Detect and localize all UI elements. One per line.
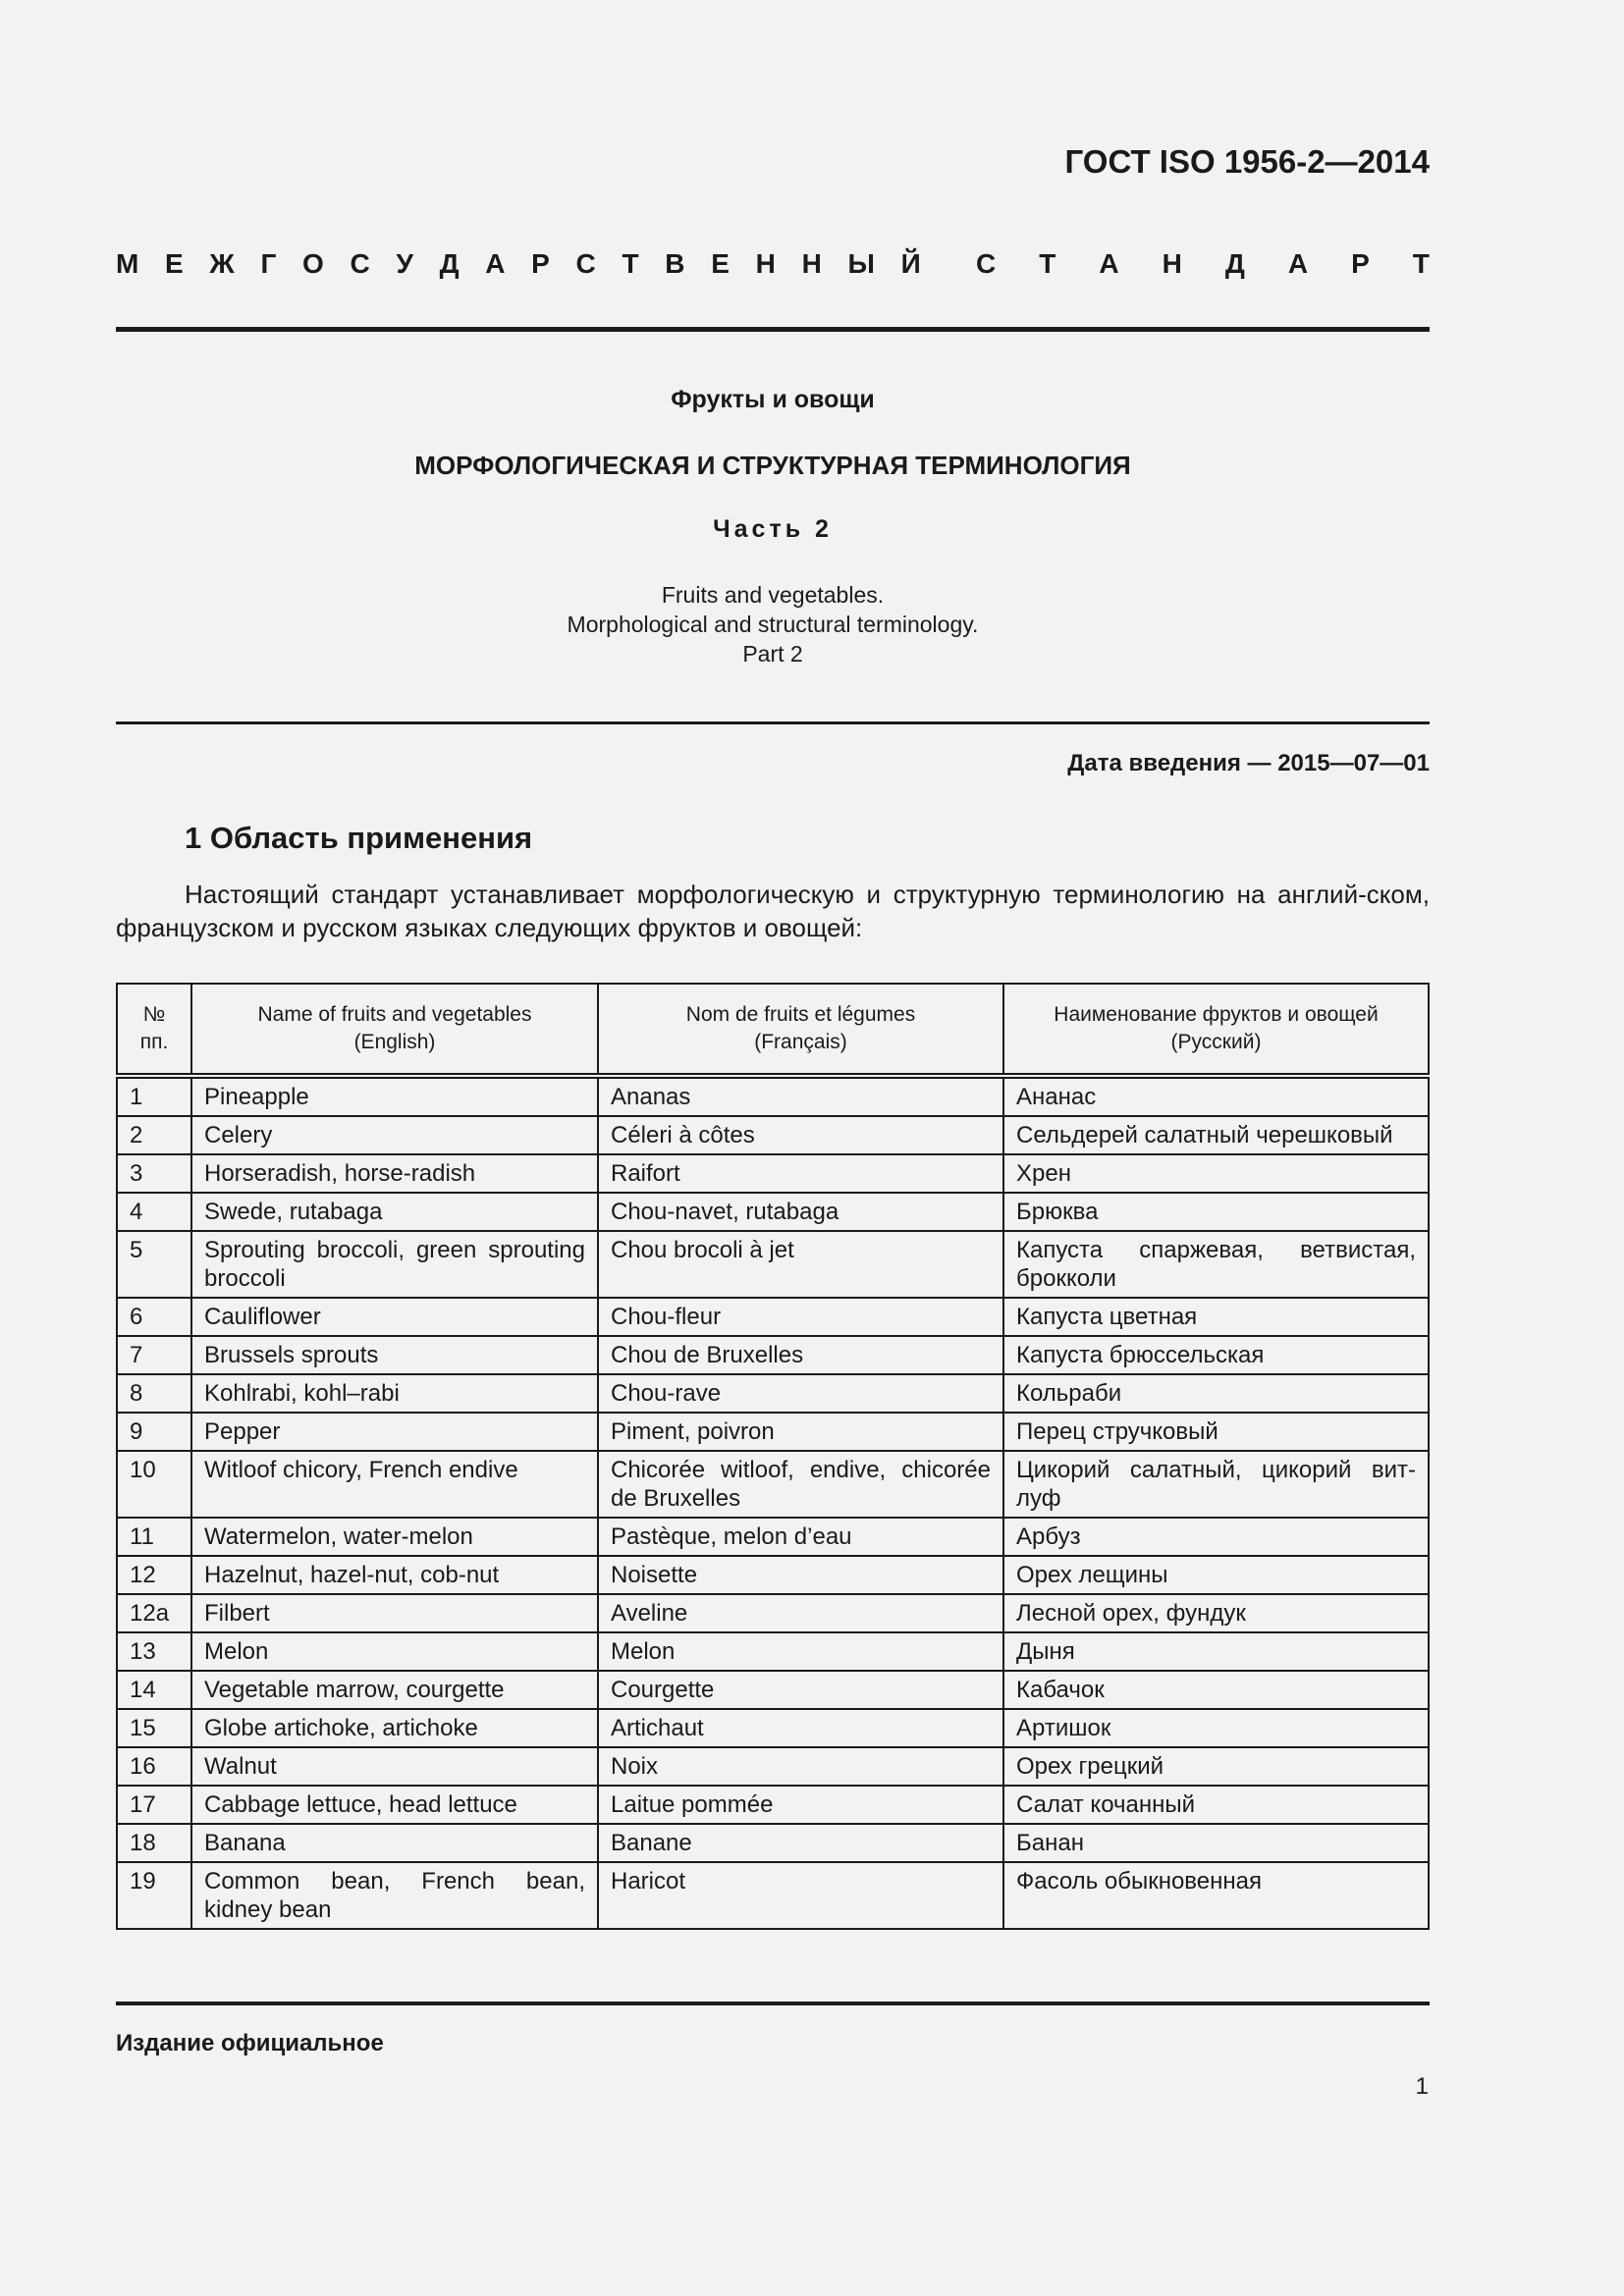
scope-text: Настоящий стандарт устанавливает морфологическую и структурную терминологию на англий-ском, французском и русском языках следующих фруктов и овощей: — [116, 880, 1430, 942]
row-english: Celery — [191, 1116, 598, 1154]
header-number — [117, 984, 191, 1076]
row-english: Cauliflower — [191, 1298, 598, 1336]
table-row — [117, 1374, 1429, 1413]
banner-letter: Р — [1351, 248, 1370, 279]
row-russian: Сельдерей салатный черешковый — [1003, 1116, 1429, 1154]
row-french: Chou de Bruxelles — [598, 1336, 1003, 1374]
row-english: Banana — [191, 1824, 598, 1862]
row-number: 16 — [117, 1747, 191, 1786]
row-french: Piment, poivron — [598, 1413, 1003, 1451]
row-english: Sprouting broccoli, green sprouting broccoli — [191, 1231, 598, 1298]
table-row — [117, 1556, 1429, 1594]
table-row — [117, 1116, 1429, 1154]
interstate-standard-banner — [116, 248, 1430, 280]
row-number: 11 — [117, 1518, 191, 1556]
table-row — [117, 1671, 1429, 1709]
standard-letters — [976, 248, 1430, 280]
english-title-line-2: Morphological and structural terminology. — [567, 612, 979, 637]
table-row — [117, 1076, 1429, 1116]
table-row — [117, 1298, 1429, 1336]
table-row — [117, 1594, 1429, 1632]
row-number: 3 — [117, 1154, 191, 1193]
standard-title: МОРФОЛОГИЧЕСКАЯ И СТРУКТУРНАЯ ТЕРМИНОЛОГИЯ — [414, 451, 1131, 480]
row-number: 9 — [117, 1413, 191, 1451]
interstate-letters — [116, 248, 921, 280]
row-english: Walnut — [191, 1747, 598, 1786]
table-row — [117, 1336, 1429, 1374]
banner-letter: А — [1099, 248, 1119, 279]
row-french: Raifort — [598, 1154, 1003, 1193]
header-russian — [1003, 984, 1429, 1076]
row-russian: Орех лещины — [1003, 1556, 1429, 1594]
table-row — [117, 1824, 1429, 1862]
row-english: Swede, rutabaga — [191, 1193, 598, 1231]
header-russian-line-2: (Русский) — [1170, 1031, 1262, 1053]
row-french: Chou brocoli à jet — [598, 1231, 1003, 1298]
row-russian: Орех грецкий — [1003, 1747, 1429, 1786]
table-row — [117, 1231, 1429, 1298]
banner-letter: Е — [711, 248, 730, 279]
row-number: 1 — [117, 1076, 191, 1116]
banner-letter: Д — [439, 248, 460, 279]
terms-table — [116, 983, 1430, 1930]
table-row — [117, 1632, 1429, 1671]
english-title-line-1: Fruits and vegetables. — [661, 582, 885, 608]
header-french-line-2: (Français) — [754, 1031, 847, 1053]
banner-letter: Т — [1412, 248, 1430, 279]
row-english: Horseradish, horse-radish — [191, 1154, 598, 1193]
row-number: 12 — [117, 1556, 191, 1594]
title-rule — [116, 721, 1430, 724]
banner-letter: А — [485, 248, 506, 279]
row-french: Ananas — [598, 1076, 1003, 1116]
header-number-line-1: № — [142, 1003, 166, 1026]
row-russian: Фасоль обыкновенная — [1003, 1862, 1429, 1929]
row-french: Céleri à côtes — [598, 1116, 1003, 1154]
row-french: Chicorée witloof, endive, chicorée de Bruxelles — [598, 1451, 1003, 1518]
row-french: Chou-navet, rutabaga — [598, 1193, 1003, 1231]
row-russian: Капуста цветная — [1003, 1298, 1429, 1336]
banner-letter: Ж — [209, 248, 235, 279]
row-number: 8 — [117, 1374, 191, 1413]
banner-letter: У — [396, 248, 413, 279]
row-english: Brussels sprouts — [191, 1336, 598, 1374]
banner-letter: Р — [531, 248, 550, 279]
row-english: Hazelnut, hazel-nut, cob-nut — [191, 1556, 598, 1594]
row-french: Laitue pommée — [598, 1786, 1003, 1824]
section-heading: 1 Область применения — [185, 821, 533, 855]
row-french: Noisette — [598, 1556, 1003, 1594]
row-russian: Ананас — [1003, 1076, 1429, 1116]
row-number: 7 — [117, 1336, 191, 1374]
table-row — [117, 1786, 1429, 1824]
row-number: 5 — [117, 1231, 191, 1298]
document-code: ГОСТ ISO 1956-2—2014 — [1064, 143, 1430, 180]
banner-letter: Н — [755, 248, 776, 279]
row-french: Pastèque, melon d’eau — [598, 1518, 1003, 1556]
row-english: Pineapple — [191, 1076, 598, 1116]
banner-letter: О — [302, 248, 324, 279]
table-row — [117, 1451, 1429, 1518]
row-french: Aveline — [598, 1594, 1003, 1632]
banner-letter: М — [116, 248, 139, 279]
row-russian: Салат кочанный — [1003, 1786, 1429, 1824]
row-russian: Хрен — [1003, 1154, 1429, 1193]
part-title: Часть 2 — [713, 515, 833, 543]
row-english: Kohlrabi, kohl–rabi — [191, 1374, 598, 1413]
row-french: Haricot — [598, 1862, 1003, 1929]
banner-letter: В — [665, 248, 685, 279]
introduction-date: Дата введения — 2015—07—01 — [1067, 750, 1430, 776]
banner-letter: Г — [260, 248, 277, 279]
row-french: Melon — [598, 1632, 1003, 1671]
row-russian: Лесной орех, фундук — [1003, 1594, 1429, 1632]
banner-letter: Е — [165, 248, 184, 279]
header-english-line-1: Name of fruits and vegetables — [257, 1003, 532, 1026]
table-row — [117, 1518, 1429, 1556]
header-french — [598, 984, 1003, 1076]
row-number: 10 — [117, 1451, 191, 1518]
row-russian: Капуста брюссельская — [1003, 1336, 1429, 1374]
banner-letter: А — [1287, 248, 1309, 279]
row-russian: Перец стручковый — [1003, 1413, 1429, 1451]
banner-letter: Й — [900, 248, 921, 279]
header-french-line-1: Nom de fruits et légumes — [685, 1003, 916, 1026]
banner-letter: Н — [801, 248, 822, 279]
row-english: Witloof chicory, French endive — [191, 1451, 598, 1518]
row-number: 19 — [117, 1862, 191, 1929]
banner-letter: Д — [1224, 248, 1245, 279]
banner-letter: Т — [1039, 248, 1056, 279]
scope-paragraph — [116, 878, 1430, 944]
row-russian: Брюква — [1003, 1193, 1429, 1231]
row-number: 18 — [117, 1824, 191, 1862]
row-number: 12a — [117, 1594, 191, 1632]
header-russian-line-1: Наименование фруктов и овощей — [1054, 1003, 1379, 1026]
row-english: Vegetable marrow, courgette — [191, 1671, 598, 1709]
row-russian: Дыня — [1003, 1632, 1429, 1671]
row-russian: Артишок — [1003, 1709, 1429, 1747]
table-header-row — [117, 984, 1429, 1076]
row-russian: Капуста спаржевая, ветвистая, брокколи — [1003, 1231, 1429, 1298]
row-number: 17 — [117, 1786, 191, 1824]
row-french: Chou-rave — [598, 1374, 1003, 1413]
header-number-line-2: пп. — [139, 1031, 169, 1053]
row-english: Melon — [191, 1632, 598, 1671]
row-russian: Цикорий салатный, цикорий вит-луф — [1003, 1451, 1429, 1518]
row-russian: Арбуз — [1003, 1518, 1429, 1556]
row-english: Cabbage lettuce, head lettuce — [191, 1786, 598, 1824]
row-number: 6 — [117, 1298, 191, 1336]
row-number: 13 — [117, 1632, 191, 1671]
banner-gap — [921, 248, 976, 280]
row-number: 4 — [117, 1193, 191, 1231]
banner-letter: С — [976, 248, 997, 279]
header-english-line-2: (English) — [353, 1031, 436, 1053]
table-row — [117, 1862, 1429, 1929]
table-row — [117, 1193, 1429, 1231]
page-number: 1 — [1415, 2073, 1429, 2100]
row-number: 15 — [117, 1709, 191, 1747]
row-french: Noix — [598, 1747, 1003, 1786]
table-row — [117, 1413, 1429, 1451]
table-row — [117, 1747, 1429, 1786]
row-english: Watermelon, water-melon — [191, 1518, 598, 1556]
official-edition-label: Издание официальное — [116, 2030, 384, 2056]
banner-letter: Т — [622, 248, 639, 279]
row-english: Pepper — [191, 1413, 598, 1451]
header-english — [191, 984, 598, 1076]
footer-rule — [116, 2002, 1430, 2005]
row-russian: Кабачок — [1003, 1671, 1429, 1709]
banner-letter: Н — [1162, 248, 1182, 279]
banner-letter: С — [350, 248, 370, 279]
subject-title: Фрукты и овощи — [671, 386, 875, 413]
banner-letter: Ы — [847, 248, 875, 279]
table-row — [117, 1154, 1429, 1193]
english-title — [116, 580, 1430, 668]
row-number: 14 — [117, 1671, 191, 1709]
row-english: Common bean, French bean, kidney bean — [191, 1862, 598, 1929]
row-number: 2 — [117, 1116, 191, 1154]
row-russian: Кольраби — [1003, 1374, 1429, 1413]
banner-letter: С — [575, 248, 596, 279]
table-row — [117, 1709, 1429, 1747]
row-french: Artichaut — [598, 1709, 1003, 1747]
row-english: Globe artichoke, artichoke — [191, 1709, 598, 1747]
header-rule — [116, 327, 1430, 332]
english-title-line-3: Part 2 — [742, 641, 803, 667]
terms-table-body — [117, 1076, 1429, 1929]
row-french: Chou-fleur — [598, 1298, 1003, 1336]
row-english: Filbert — [191, 1594, 598, 1632]
row-french: Courgette — [598, 1671, 1003, 1709]
row-russian: Банан — [1003, 1824, 1429, 1862]
row-french: Banane — [598, 1824, 1003, 1862]
